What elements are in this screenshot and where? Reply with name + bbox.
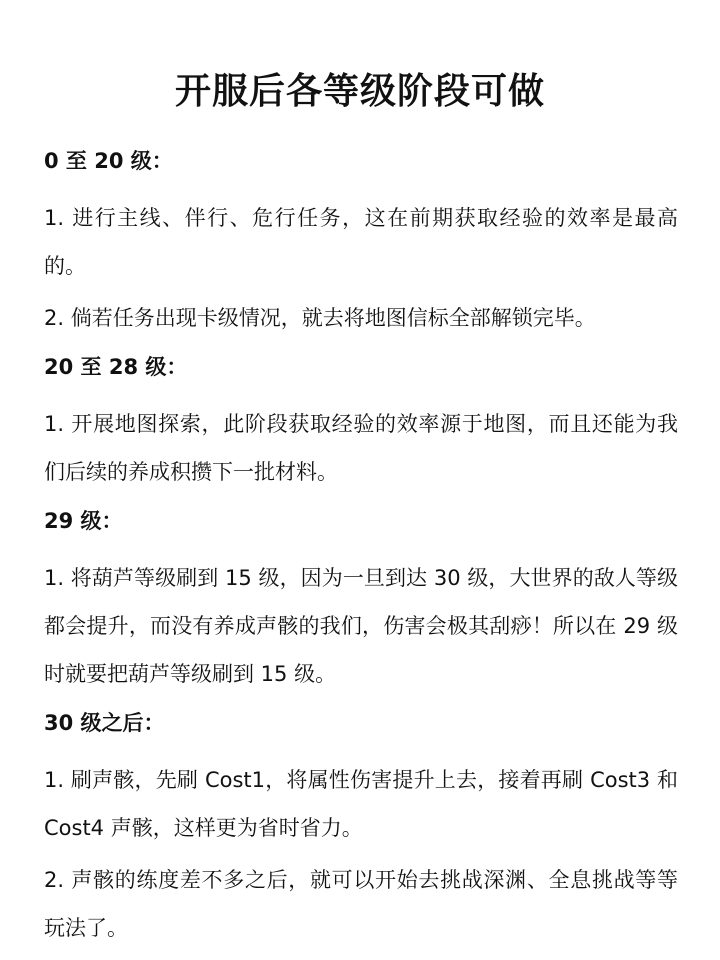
- section-level-20-28: [44, 350, 678, 496]
- section-level-30-plus: [44, 706, 678, 952]
- section-level-0-20: [44, 144, 678, 342]
- list-item: 2. 倘若任务出现卡级情况，就去将地图信标全部解锁完毕。: [44, 306, 596, 330]
- list-item: 1. 刷声骸，先刷 Cost1，将属性伤害提升上去，接着再刷 Cost3 和 Cost4 声骸，这样更为省时省力。: [44, 768, 678, 840]
- section-heading: 29 级：: [44, 509, 123, 533]
- list-item: 1. 开展地图探索，此阶段获取经验的效率源于地图，而且还能为我们后续的养成积攒下一批材料。: [44, 412, 678, 484]
- page-title: 开服后各等级阶段可做: [174, 71, 545, 112]
- list-item: 2. 声骸的练度差不多之后，就可以开始去挑战深渊、全息挑战等等玩法了。: [44, 868, 678, 940]
- section-level-29: [44, 504, 678, 698]
- section-heading: 20 至 28 级：: [44, 355, 188, 379]
- list-item: 1. 将葫芦等级刷到 15 级，因为一旦到达 30 级，大世界的敌人等级都会提升，而没有养成声骸的我们，伤害会极其刮痧！所以在 29 级时就要把葫芦等级刷到 15 级。: [44, 566, 678, 686]
- section-heading: 0 至 20 级：: [44, 149, 173, 173]
- section-heading: 30 级之后：: [44, 711, 165, 735]
- list-item: 1. 进行主线、伴行、危行任务，这在前期获取经验的效率是最高的。: [44, 206, 678, 278]
- content-body: [44, 144, 678, 956]
